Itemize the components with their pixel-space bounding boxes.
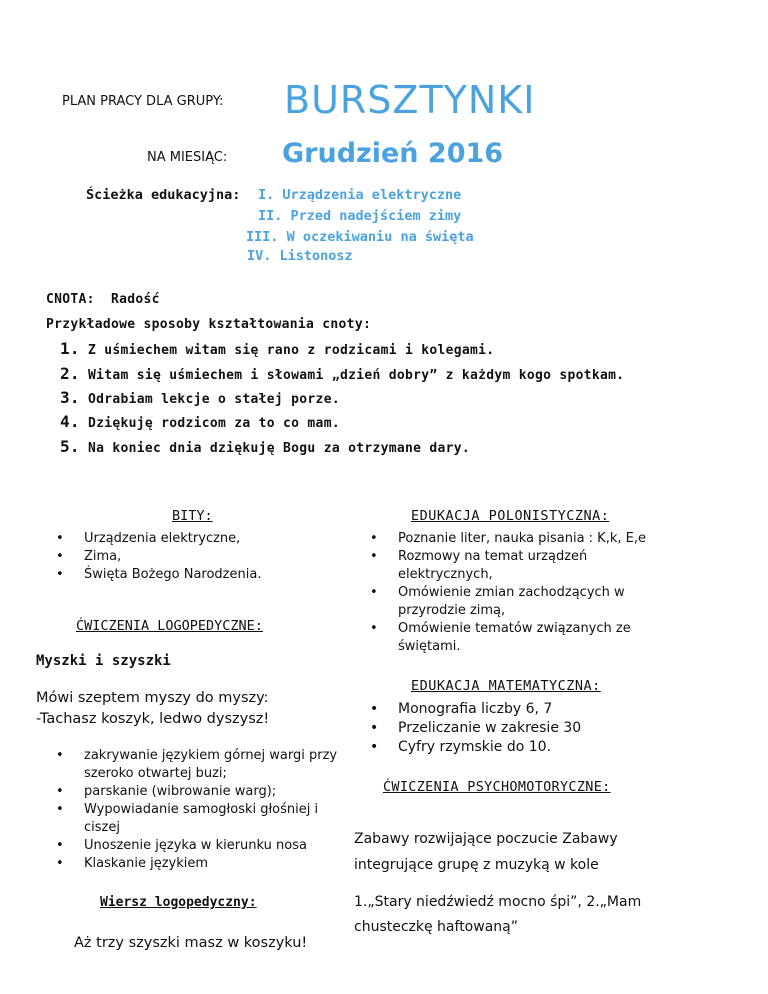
list-item-continuation: elektrycznych, — [398, 567, 493, 582]
psychomotoryczne-heading: ĆWICZENIA PSYCHOMOTORYCZNE: — [383, 779, 611, 795]
plan-label: PLAN PRACY DLA GRUPY: — [62, 94, 224, 109]
path-item-1: I. Urządzenia elektryczne — [258, 187, 462, 203]
verse-line-2: -Tachasz koszyk, ledwo dyszysz! — [36, 711, 270, 727]
logo-heading: ĆWICZENIA LOGOPEDYCZNE: — [76, 618, 263, 634]
polonistyczna-list — [362, 530, 646, 656]
poem-line: Aż trzy szyszki masz w koszyku! — [74, 935, 308, 951]
matematyczna-heading: EDUKACJA MATEMATYCZNA: — [411, 678, 601, 694]
virtue-item-4: 4. Dziękuję rodzicom za to co mam. — [60, 412, 340, 431]
month-label: NA MIESIĄC: — [147, 150, 228, 165]
list-item: • Omówienie tematów związanych ze — [362, 620, 646, 638]
list-item: • Święta Bożego Narodzenia. — [48, 566, 261, 584]
virtue-item-5: 5. Na koniec dnia dziękuję Bogu za otrzymane dary. — [60, 437, 470, 456]
bity-list — [48, 530, 261, 584]
list-item: • zakrywanie językiem górnej wargi przy — [48, 747, 337, 765]
list-item-continuation: szeroko otwartej buzi; — [84, 766, 227, 781]
list-item: • Monografia liczby 6, 7 — [362, 700, 581, 719]
logo-list — [48, 747, 337, 873]
list-item: • Zima, — [48, 548, 261, 566]
path-item-4: IV. Listonosz — [247, 248, 353, 264]
psycho-line-2: integrujące grupę z muzyką w kole — [354, 857, 599, 873]
bity-heading: BITY: — [172, 508, 213, 524]
polonistyczna-heading: EDUKACJA POLONISTYCZNA: — [411, 508, 610, 524]
path-item-2: II. Przed nadejściem zimy — [258, 208, 462, 224]
group-name: BURSZTYNKI — [284, 78, 536, 122]
list-item: • Rozmowy na temat urządzeń — [362, 548, 646, 566]
path-item-3: III. W oczekiwaniu na święta — [246, 229, 474, 245]
psycho-line-1: Zabawy rozwijające poczucie Zabawy — [354, 831, 618, 847]
verse-line-1: Mówi szeptem myszy do myszy: — [36, 690, 269, 706]
list-item: • Klaskanie językiem — [48, 855, 337, 873]
list-item-continuation: świętami. — [398, 639, 461, 654]
list-item: • Cyfry rzymskie do 10. — [362, 738, 581, 757]
psycho-line-4: chusteczkę haftowaną” — [354, 919, 518, 935]
list-item: • Omówienie zmian zachodzących w — [362, 584, 646, 602]
list-item: • Przeliczanie w zakresie 30 — [362, 719, 581, 738]
path-label: Ścieżka edukacyjna: — [86, 187, 241, 203]
list-item-continuation: ciszej — [84, 820, 120, 835]
virtue-item-3: 3. Odrabiam lekcje o stałej porze. — [60, 388, 340, 407]
list-item: • Urządzenia elektryczne, — [48, 530, 261, 548]
virtue-item-2: 2. Witam się uśmiechem i słowami „dzień dobry” z każdym kogo spotkam. — [60, 364, 625, 383]
poem-heading: Wiersz logopedyczny: — [100, 895, 257, 910]
list-item-continuation: przyrodzie zimą, — [398, 603, 506, 618]
virtue-line: CNOTA: Radość — [46, 292, 160, 307]
list-item: • parskanie (wibrowanie warg); — [48, 783, 337, 801]
list-item: • Poznanie liter, nauka pisania : K,k, E,e — [362, 530, 646, 548]
list-item: • Unoszenie języka w kierunku nosa — [48, 837, 337, 855]
matematyczna-list — [362, 700, 581, 757]
list-item: • Wypowiadanie samogłoski głośniej i — [48, 801, 337, 819]
month-value: Grudzień 2016 — [282, 138, 504, 169]
psycho-line-3: 1.„Stary niedźwiedź mocno śpi”, 2.„Mam — [354, 894, 642, 910]
virtue-item-1: 1. Z uśmiechem witam się rano z rodzicami i kolegami. — [60, 339, 495, 358]
logo-subtitle: Myszki i szyszki — [36, 653, 171, 669]
virtue-ways-label: Przykładowe sposoby kształtowania cnoty: — [46, 317, 372, 332]
